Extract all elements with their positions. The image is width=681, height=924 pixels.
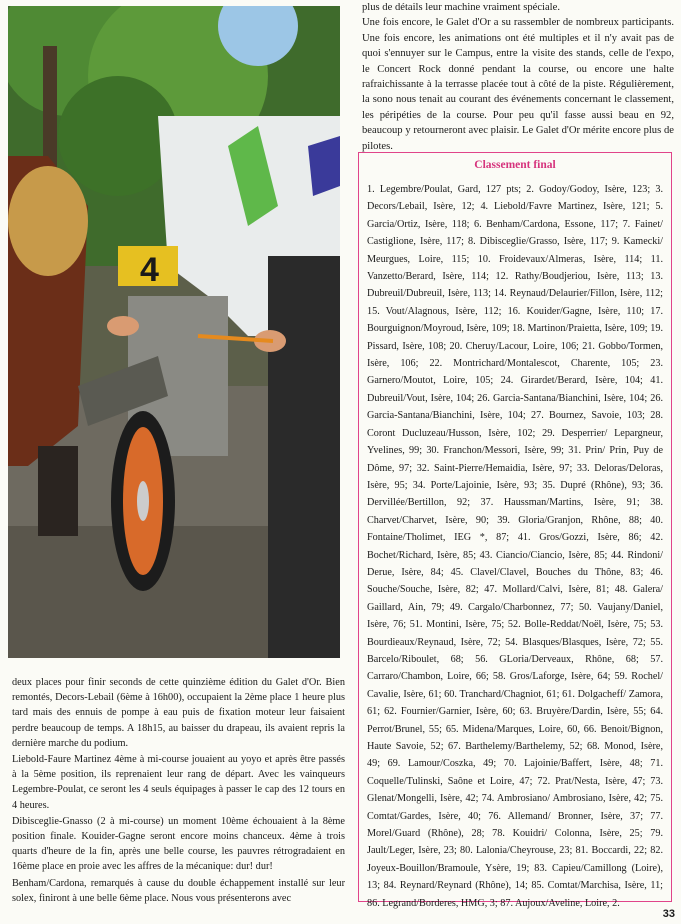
classement-box: [358, 152, 672, 909]
article-paragraph: deux places pour finir seconds de cette quinzième édition du Galet d'Or. Bien remontés, Decors-Lebail (6ème à 16h00), occupaient la 2ème place 1 heure plus tard mais des ennuis de pompe à eau puis de fixation moteur leur faisaient perdre beaucoup de temps. A 18h15, au baisser du drapeau, ils avaient repris la dernière marche du podium.: [12, 677, 345, 749]
article-top-column: [362, 0, 674, 154]
article-bottom-column: [12, 675, 345, 907]
article-paragraph: plus de détails leur machine vraiment spéciale.: [362, 2, 560, 13]
classement-text: 1. Legembre/Poulat, Gard, 127 pts; 2. Godoy/Godoy, Isère, 123; 3. Decors/Lebail, Isère, 12; 4. Liebold/Favre Martinez, Isère, 121; 5. Garcia/Ortiz, Isère, 118; 6. Benham/Cardona, Essone, 117; 7. Fainet/ Castiglione, Isère, 117; 8. Dibisceglie/Grasso, Isère, 117; 9. Kamecki/ Meurgues, Loire, 115; 10. Froidevaux/Almeras, Isère, 114; 11. Vanzetto/Berard, Isère, 114; 12. Rathy/Boudjeriou, Isère, 113; 13. Dubreuil/Dubreuil, Isère, 113; 14. Reynaud/Delaurier/Fillon, Isère, 112; 15. Vout/Alagnous, Isère, 112; 16. Kouider/Gagne, Isère, 110; 17. Bourguignon/Moyroud, Isère, 109; 18. Martinon/Praietta, Isère, 109; 19. Pissard, Isère, 108; 20. Cheruy/Lacour, Loire, 106; 21. Gobbo/Tormen, Isère, 106; 22. Montrichard/Montalescot, Charente, 105; 23. Garnero/Moutot, Loire, 105; 24. Girardet/Berard, Isère, 104; 41. Dubreuil/Vout, Isère, 104; 26. Garcia-Santana/Bianchini, Isère, 104; 26. Garcia-Santana/Bianchini, Isère, 104; 27. Bournez, Savoie, 103; 28. Coront Ducluzeau/Husson, Isère, 102; 29. Desperrier/ Lepargneur, Yvelines, 99; 30. Franchon/Messori, Isère, 99; 31. Prin/ Prin, Puy de Dôme, 97; 32. Saint-Pierre/Hemaidia, Isère, 97; 33. Deloras/Deloras, Isère, 95; 34. Porte/Lajoinie, Isère, 93; 35. Dupré (Rhône), 93; 36. Dervillée/Bertillon, 92; 37. Haussman/Martins, Isère, 91; 38. Charvet/Charvet, Isère, 90; 39. Gloria/Granjon, Rhône, 88; 40. Fontaine/Tholimet, IEG *, 87; 41. Gros/Gozzi, Isère, 86; 42. Bochet/Richard, Isère, 85; 43. Ciancio/Ciancio, Isère, 85; 44. Rindoni/ Derue, Isère, 84; 45. Clavel/Clavel, Bouches du Thône, 83; 46. Souche/Souche, Isère, 82; 47. Mollard/Calvi, Isère, 81; 48. Galera/ Gaillard, Ain, 79; 49. Cargalo/Charbonnez, 77; 50. Vaujany/Daniel, Isère, 76; 51. Montini, Isère, 75; 52. Bolle-Reddat/Noël, Isère, 75; 53. Bourdieaux/Reynaud, Isère, 72; 54. Blasques/Blasques, Isère, 72; 55. Barcelo/Riboulet, 68; 56. GLoria/Derveaux, Rhône, 68; 57. Carraro/Chambon, Loire, 66; 58. Gros/Laforge, Isère, 64; 59. Rochel/ Cavalie, Isère, 61; 60. Tranchard/Chagniot, 61; 61. Dolgacheff/ Zamora, 61; 62. Fournier/Garnier, Isère, 60; 63. Bruyère/Dardin, Isère, 55; 64. Perrot/Brunel, 55; 65. Midena/Marques, Loire, 60, 66. Benoit/Bignon, Haute Savoie, 52; 67. Barthelemy/Barthelemy, 52; 68. Monod, Isère, 49; 69. Lamour/Coszka, 49; 70. Lajoinie/Baffert, Isère, 48; 71. Coquelle/Tulinski, Saône et Loire, 47; 72. Prat/Nesta, Isère, 47; 73. Glenat/Mongelli, Isère, 42; 74. Ambrosiano/ Ambrosiano, Isère, 42; 75. Comtat/Gardes, Isère, 40; 76. Allemand/ Bronner, Isère, 37; 77. Morel/Guard (Rhône), 28; 78. Kouidri/ Colonna, Isère, 25; 79. Jault/Leger, Isère, 23; 80. Lalonia/Cheyrouse, 23; 81. Boccardi, 22; 82. Joyeux-Bouillon/Bramoule, Ysère, 19; 83. Capieu/Camillong (Loire), 13; 84. Reynard/Reynard (Rhône), 14; 85. Comtat/Marchisa, Isère, 11; 86. Legrand/Borderes, HMG, 3; 87. Aujoux/Aveline, Loire, 2.: [367, 184, 663, 909]
article-paragraph: Une fois encore, le Galet d'Or a su rassembler de nombreux participants. Une fois encore, les animations ont été multiples et il n'y avait pas de quoi s'ennuyer sur le Campus, entre la visite des stands, celle de l'expo, le Concert Rock donné pendant la course, ou encore une halte rafraichissante à la terrasse placée tout à côté de la piste. Régulièrement, la sono nous tenait au courant des événements concernant le classement, les péripéties de la course. Pour peu qu'il fasse aussi beau en 92, beaucoup y retourneront avec plaisir. Le Galet d'Or mérite encore plus de pilotes.: [362, 17, 674, 152]
number-plate: 4: [140, 251, 159, 289]
article-paragraph: Liebold-Faure Martinez 4ème à mi-course jouaient au yoyo et après être passés à la 5ème position, ils reprenaient leur rang de départ. Avec les vainqueurs Legembre-Poulat, ce seront les 4 seuls équipages à passer le cap des 12 tours en 4 heures.: [12, 754, 345, 811]
classement-title: Classement final: [474, 159, 556, 171]
race-pit-photo: [8, 6, 340, 658]
page-number: 33: [662, 908, 675, 920]
article-paragraph: Dibisceglie-Gnasso (2 à mi-course) un moment 10ème échouaient à la 8ème position finale. Kouider-Gagne seront encore moins chanceux. 4ème à trois quarts d'heure de la fin, après une belle course, les pauvres rétrogradaient en 16ème place en proie avec les affres de la mécanique: dur! dur!: [12, 815, 345, 873]
article-paragraph: Benham/Cardona, remarqués à cause du double échappement installé sur leur solex, finiront à une belle 6ème place. Nous vous présenterons avec: [12, 877, 345, 904]
motorcycle-pit-illustration: [8, 6, 340, 658]
